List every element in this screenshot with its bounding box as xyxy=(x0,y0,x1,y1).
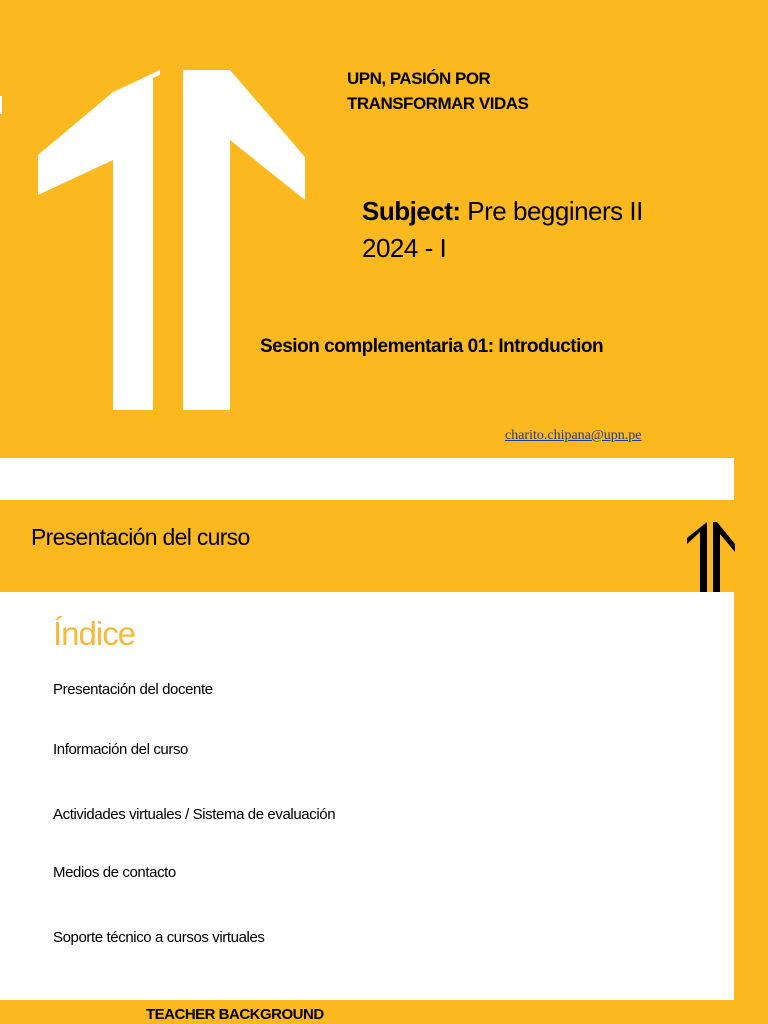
subject-label: Subject: xyxy=(362,196,461,226)
email-link[interactable]: charito.chipana@upn.pe xyxy=(505,428,642,443)
slide-gap xyxy=(0,458,734,500)
cover-slide xyxy=(0,0,768,458)
index-item: Soporte técnico a cursos virtuales xyxy=(53,929,265,946)
upn-arrows-logo-icon xyxy=(0,0,320,458)
session-title: Sesion complementaria 01: Introduction xyxy=(260,336,604,357)
index-item: Presentación del docente xyxy=(53,681,213,698)
slide2-title: Presentación del curso xyxy=(31,524,250,550)
term-label: 2024 - I xyxy=(362,233,447,263)
tagline-line-2: TRANSFORMAR VIDAS xyxy=(347,94,529,113)
tagline xyxy=(347,66,528,116)
upn-arrows-logo-icon xyxy=(687,522,737,594)
index-item: Actividades virtuales / Sistema de evaluación xyxy=(53,806,336,823)
slide3-title: TEACHER BACKGROUND xyxy=(146,1006,324,1023)
subject-block xyxy=(362,193,643,267)
index-item: Información del curso xyxy=(53,741,189,758)
tagline-line-1: UPN, PASIÓN POR xyxy=(347,69,491,88)
index-item: Medios de contacto xyxy=(53,864,176,881)
subject-value: Pre begginers II xyxy=(460,196,643,226)
index-title: Índice xyxy=(53,615,136,652)
